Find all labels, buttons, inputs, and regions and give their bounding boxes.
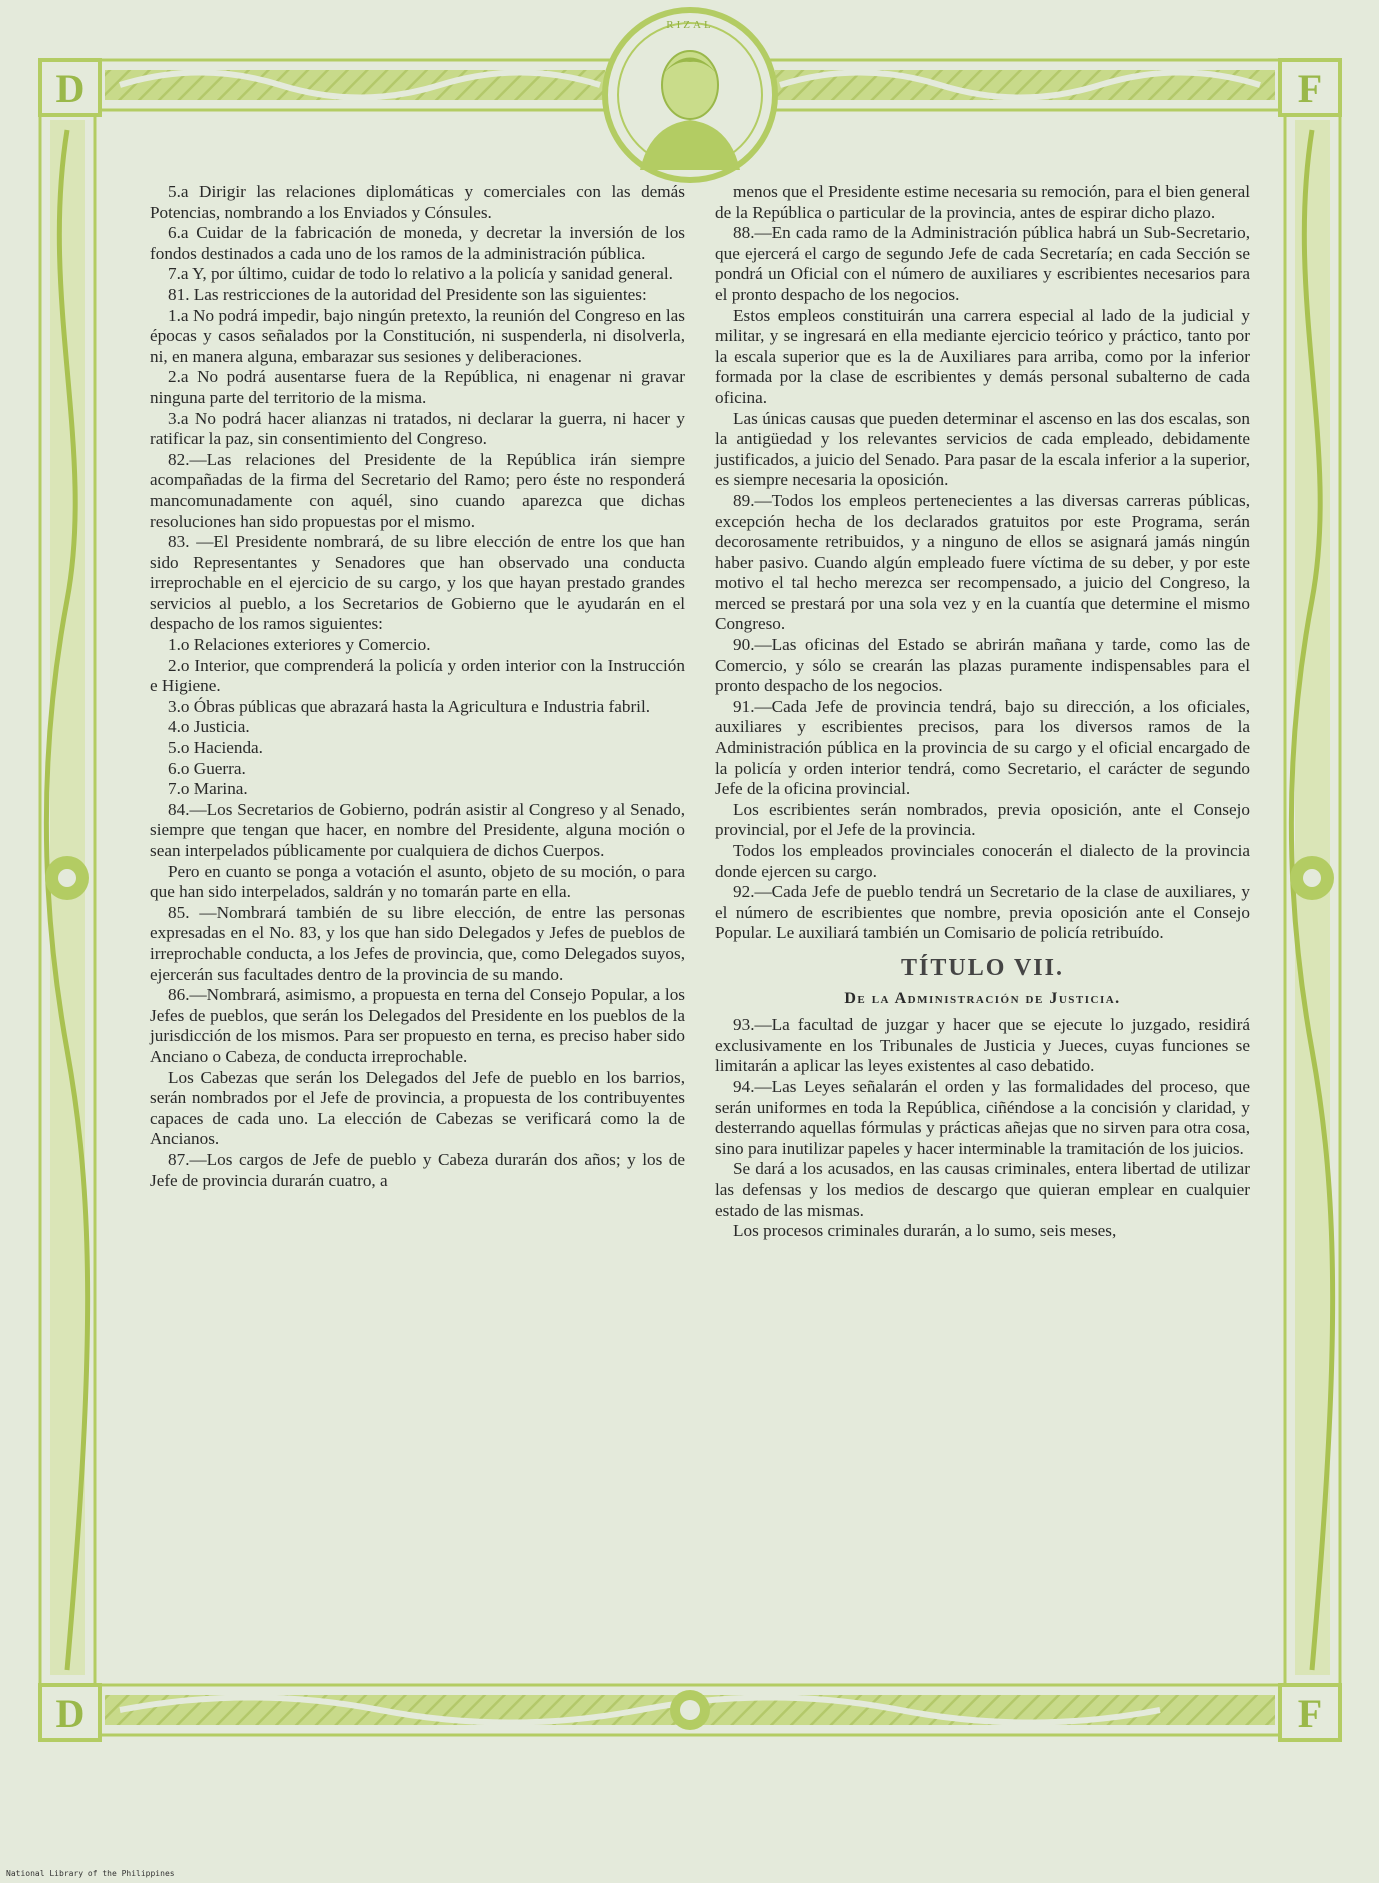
- library-credit: National Library of the Philippines: [6, 1869, 175, 1878]
- paragraph: Los escribientes serán nombrados, previa oposición, ante el Consejo provincial, por el Jefe de la provincia.: [715, 799, 1250, 840]
- medallion-inscription: RIZAL: [666, 19, 714, 31]
- paragraph: Los Cabezas que serán los Delegados del Jefe de pueblo en los barrios, serán nombrados por el Jefe de provincia, a propuesta de los contribuyentes capaces de cada uno. La elección de Cabezas se verificará como la de Ancianos.: [150, 1067, 685, 1149]
- paragraph: Pero en cuanto se ponga a votación el asunto, objeto de su moción, o para que han sido interpelados, saldrán y no tomarán parte en ella.: [150, 861, 685, 902]
- page-body: [150, 182, 1250, 1672]
- paragraph: 1.o Relaciones exteriores y Comercio.: [168, 635, 431, 655]
- paragraph: Todos los empleados provinciales conocerán el dialecto de la provincia donde ejercen su cargo.: [715, 841, 1250, 881]
- right-column: [715, 182, 1250, 1672]
- paragraph: 3.o Óbras públicas que abrazará hasta la Agricultura e Industria fabril.: [168, 696, 651, 716]
- corner-letter-top-left: D: [55, 66, 85, 111]
- rizal-medallion: [605, 10, 775, 180]
- paragraph: 6.o Guerra.: [168, 758, 246, 778]
- paragraph: 93.—La facultad de juzgar y hacer que se ejecute lo juzgado, residirá exclusivamente en los Tribunales de Justicia y Jueces, cuyas funciones se limitarán a aplicar las leyes existentes al caso debatido.: [715, 1015, 1250, 1076]
- paragraph: 83. —El Presidente nombrará, de su libre elección de entre los que han sido Representantes y Senadores que han observado una conducta irreprochable en el ejercicio de su cargo, y los que hayan prestado grandes servicios al pueblo, a los Secretarios de Gobierno que le ayudarán en el despacho de los ramos siguientes:: [150, 532, 685, 634]
- paragraph: 2.a No podrá ausentarse fuera de la República, ni enagenar ni gravar ninguna parte del territorio de la misma.: [150, 367, 685, 407]
- paragraph: menos que el Presidente estime necesaria su remoción, para el bien general de la República o particular de la provincia, antes de espirar dicho plazo.: [715, 182, 1250, 222]
- paragraph: 91.—Cada Jefe de provincia tendrá, bajo su dirección, a los oficiales, auxiliares y escribientes precisos, para los diversos ramos de la Administración pública en la provincia de su cargo y el oficial encargado de la policía y orden interior tendrá, como Secretario, el carácter de segundo Jefe de la oficina provincial.: [715, 696, 1250, 799]
- paragraph: Se dará a los acusados, en las causas criminales, entera libertad de utilizar las defensas y los medios de descargo que quieran emplear en cualquier estado de las mismas.: [715, 1159, 1250, 1220]
- paragraph: 4.o Justicia.: [168, 717, 250, 737]
- corner-letter-bottom-right: F: [1297, 1691, 1323, 1736]
- paragraph: 5.o Hacienda.: [168, 738, 263, 758]
- paragraph: 7.a Y, por último, cuidar de todo lo relativo a la policía y sanidad general.: [168, 264, 673, 284]
- title-subheading: De la Administración de Justicia.: [844, 989, 1121, 1007]
- paragraph: 90.—Las oficinas del Estado se abrirán mañana y tarde, como las de Comercio, y sólo se crearán las plazas puramente indispensables para el pronto despacho de los negocios.: [715, 635, 1250, 696]
- paragraph: 85. —Nombrará también de su libre elección, de entre las personas expresadas en el No. 83, y los que han sido Delegados y Jefes de pueblos de irreprochable conducta, a los Jefes de provincia, que, como Delegados suyos, ejercerán sus facultades dentro de la provincia de su mando.: [150, 902, 685, 984]
- right-column-bottom: [715, 1015, 1250, 1242]
- paragraph: 94.—Las Leyes señalarán el orden y las formalidades del proceso, que serán uniformes en toda la República, ciñéndose a la concisión y claridad, y desterrando aquellas fórmulas y prácticas añejas que no sirven para otra cosa, sino para inutilizar papeles y hacer interminable la tramitación de los juicios.: [715, 1076, 1250, 1158]
- paragraph: Las únicas causas que pueden determinar el ascenso en las dos escalas, son la antigüedad y los relevantes servicios de cada empleado, debidamente justificados, a juicio del Senado. Para pasar de la escala inferior a la superior, es siempre necesaria la oposición.: [715, 408, 1250, 490]
- paragraph: 1.a No podrá impedir, bajo ningún pretexto, la reunión del Congreso en las épocas y casos señalados por la Constitución, ni suspenderla, ni disolverla, ni, en manera alguna, embarazar sus sesiones y deliberaciones.: [150, 305, 685, 366]
- right-band: [1285, 110, 1340, 1685]
- paragraph: 87.—Los cargos de Jefe de pueblo y Cabeza durarán dos años; y los de Jefe de provincia durarán cuatro, a: [150, 1149, 685, 1190]
- paragraph: 86.—Nombrará, asimismo, a propuesta en terna del Consejo Popular, a los Jefes de pueblos, que serán los Delegados del Presidente en los pueblos de la jurisdicción de los mismos. Para ser propuesto en terna, es preciso haber sido Anciano o Cabeza, de conducta irreprochable.: [150, 985, 685, 1066]
- corner-letter-bottom-left: D: [55, 1691, 85, 1736]
- paragraph: 88.—En cada ramo de la Administración pública habrá un Sub-Secretario, que ejercerá el cargo de segundo Jefe de cada Secretaría; en cada Sección se pondrá un Oficial con el número de auxiliares y escribientes necesarios para el pronto despacho de los negocios.: [715, 223, 1250, 304]
- paragraph: 84.—Los Secretarios de Gobierno, podrán asistir al Congreso y al Senado, siempre que tengan que hacer, en nombre del Presidente, alguna moción o sean interpelados públicamente por cualquiera de dichos Cuerpos.: [150, 799, 685, 860]
- paragraph: 7.o Marina.: [168, 779, 248, 799]
- paragraph: 82.—Las relaciones del Presidente de la República irán siempre acompañadas de la firma del Secretario del Ramo; pero éste no responderá mancomunadamente con aquél, sino cuando aparezca que dichas resoluciones han sido propuestas por el mismo.: [150, 449, 685, 531]
- paragraph: Estos empleos constituirán una carrera especial al lado de la judicial y militar, y se ingresará en ella mediante ejercicio teórico y práctico, tanto por la escala superior que es la de Auxiliares para arriba, como por la inferior formada por la clase de escribientes y demás personal subalterno de cada oficina.: [715, 305, 1250, 407]
- paragraph: Los procesos criminales durarán, a lo sumo, seis meses,: [733, 1221, 1117, 1241]
- paragraph: 6.a Cuidar de la fabricación de moneda, y decretar la inversión de los fondos destinados a cada uno de los ramos de la administración pública.: [150, 223, 685, 263]
- paragraph: 5.a Dirigir las relaciones diplomáticas y comerciales con las demás Potencias, nombrando a los Enviados y Cónsules.: [150, 182, 685, 222]
- bottom-band: [55, 1685, 1325, 1735]
- right-column-top: [715, 182, 1250, 944]
- paragraph: 2.o Interior, que comprenderá la policía y orden interior con la Instrucción e Higiene.: [150, 655, 685, 696]
- corner-letter-top-right: F: [1297, 66, 1323, 111]
- left-band: [40, 110, 95, 1685]
- paragraph: 92.—Cada Jefe de pueblo tendrá un Secretario de la clase de auxiliares, y el número de escribientes que nombre, previa oposición ante el Consejo Popular. Le auxiliará también un Comisario de policía retribuído.: [715, 882, 1250, 943]
- title-heading: TÍTULO VII.: [901, 954, 1064, 981]
- paragraph: 89.—Todos los empleos pertenecientes a las diversas carreras públicas, excepción hecha de los declarados gratuitos por este Programa, serán decorosamente retribuidos, y a ninguno de ellos se asignará jamás ningún haber pasivo. Cuando algún empleado fuere víctima de su deber, y por este motivo el tal hecho merezca ser recompensado, a juicio del Congreso, la merced se prestará por una sola vez y en la cuantía que determine el mismo Congreso.: [715, 490, 1250, 634]
- paragraph: 81. Las restricciones de la autoridad del Presidente son las siguientes:: [168, 284, 647, 304]
- left-column: [150, 182, 685, 1672]
- paragraph: 3.a No podrá hacer alianzas ni tratados, ni declarar la guerra, ni hacer y ratificar la paz, sin consentimiento del Congreso.: [150, 408, 685, 449]
